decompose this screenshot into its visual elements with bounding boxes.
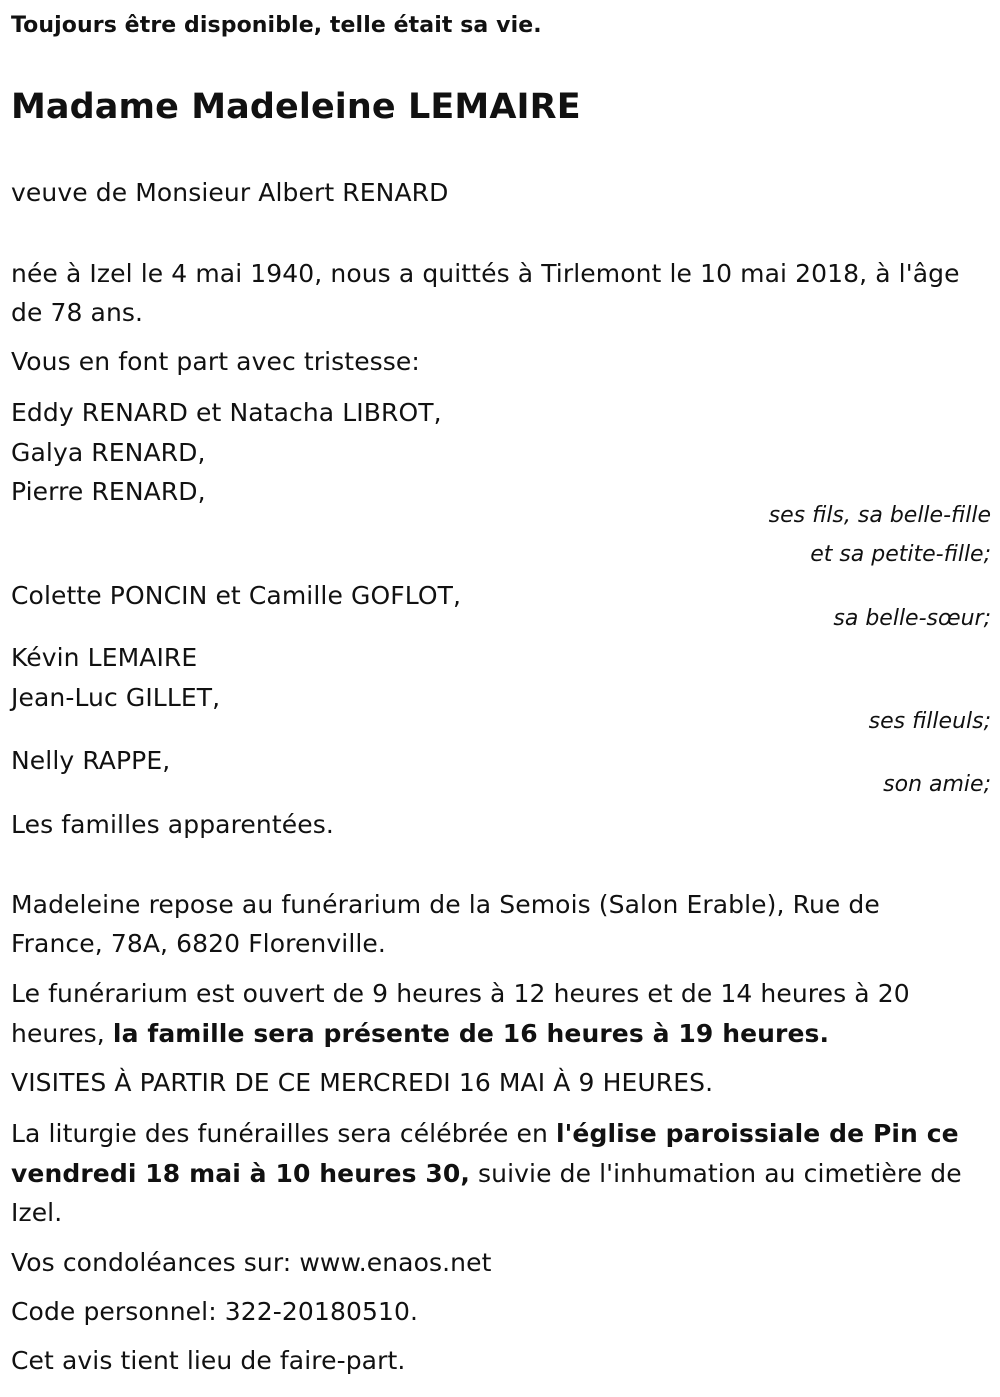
opening-hours-line-1: Le funérarium est ouvert de 9 heures à 12 heures et de 14 heures à 20	[11, 979, 910, 1008]
family-name: Jean-Luc GILLET,	[11, 683, 221, 712]
burial-text: suivie de l'inhumation au cimetière de	[469, 1159, 962, 1188]
family-name: Eddy RENARD et Natacha LIBROT,	[11, 398, 442, 427]
intro-text: Vous en font part avec tristesse:	[11, 347, 420, 376]
family-name: Galya RENARD,	[11, 438, 206, 467]
opening-hours-text: heures,	[11, 1019, 113, 1048]
related-families: Les familles apparentées.	[11, 810, 334, 839]
family-relation: sa belle-sœur;	[833, 606, 991, 631]
visits-notice: VISITES À PARTIR DE CE MERCREDI 16 MAI À 9 HEURES.	[11, 1068, 714, 1097]
family-relation: ses filleuls;	[868, 709, 991, 734]
faire-part-note: Cet avis tient lieu de faire-part.	[11, 1346, 406, 1375]
family-name: Kévin LEMAIRE	[11, 643, 198, 672]
church-name: l'église paroissiale de Pin ce	[555, 1119, 959, 1148]
motto: Toujours être disponible, telle était sa vie.	[11, 13, 542, 38]
family-name: Colette PONCIN et Camille GOFLOT,	[11, 581, 462, 610]
condolences-line: Vos condoléances sur: www.enaos.net	[11, 1248, 492, 1277]
liturgy-line-3: Izel.	[11, 1198, 63, 1227]
family-relation: son amie;	[883, 772, 991, 797]
birth-death-line-1: née à Izel le 4 mai 1940, nous a quittés à Tirlemont le 10 mai 2018, à l'âge	[11, 259, 960, 288]
funeral-home-line-1: Madeleine repose au funérarium de la Semois (Salon Erable), Rue de	[11, 890, 880, 919]
liturgy-line-1	[11, 1114, 959, 1154]
widow-of: veuve de Monsieur Albert RENARD	[11, 178, 449, 207]
liturgy-line-2	[11, 1154, 962, 1194]
personal-code: Code personnel: 322-20180510.	[11, 1297, 419, 1326]
liturgy-date: vendredi 18 mai à 10 heures 30,	[11, 1159, 470, 1188]
family-relation: ses fils, sa belle-fille	[768, 503, 991, 528]
family-relation: et sa petite-fille;	[810, 542, 991, 567]
birth-death-line-2: de 78 ans.	[11, 298, 144, 327]
family-name: Pierre RENARD,	[11, 477, 206, 506]
family-presence: la famille sera présente de 16 heures à 19 heures.	[112, 1019, 830, 1048]
opening-hours-line-2	[11, 1014, 829, 1054]
family-name: Nelly RAPPE,	[11, 746, 171, 775]
liturgy-text: La liturgie des funérailles sera célébrée en	[11, 1119, 556, 1148]
deceased-name: Madame Madeleine LEMAIRE	[11, 87, 581, 127]
funeral-home-line-2: France, 78A, 6820 Florenville.	[11, 929, 386, 958]
